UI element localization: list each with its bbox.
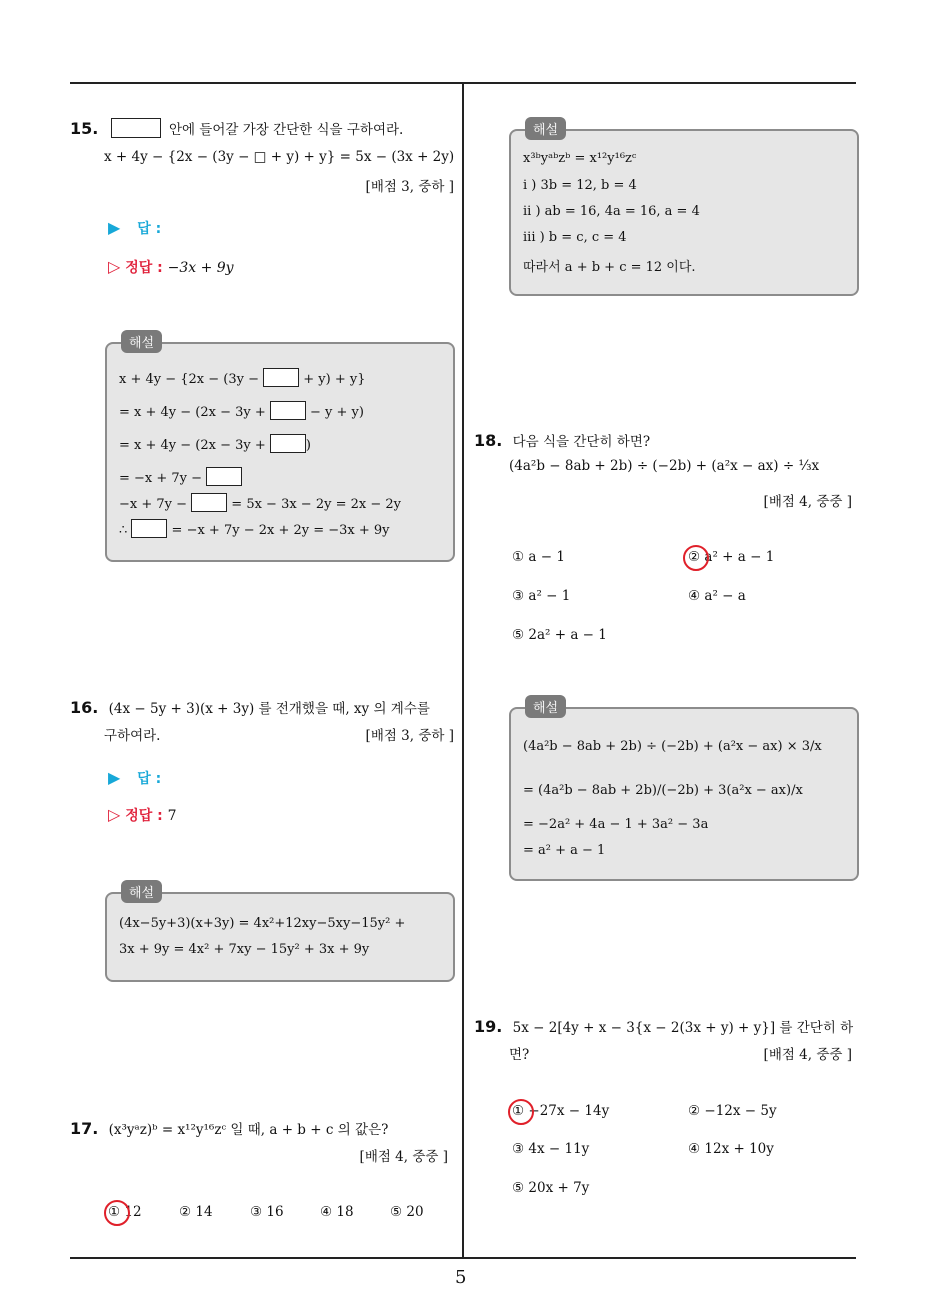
choice-1[interactable]: ① 12 xyxy=(108,1204,142,1220)
solution-line: ) xyxy=(305,438,311,453)
question-expression: (4a²b − 8ab + 2b) ÷ (−2b) + (a²x − ax) ÷ ⅓x xyxy=(509,458,820,474)
choice-5[interactable]: ⑤ 20x + 7y xyxy=(512,1180,590,1196)
solution-line: = −2a² + 4a − 1 + 3a² − 3a xyxy=(523,817,709,832)
question-expression: x + 4y − {2x − (3y − □ + y) + y} = 5x − (3x + 2y) xyxy=(104,149,455,165)
question-text: 구하여라. xyxy=(104,728,161,744)
answer-triangle-icon: ▶ xyxy=(108,218,121,237)
solution-line: (4x−5y+3)(x+3y) = 4x²+12xy−5xy−15y² + xyxy=(119,916,406,931)
solution-line: ∴ xyxy=(119,523,132,538)
question-number: 18. xyxy=(474,431,503,450)
solution-line: i ) 3b = 12, b = 4 xyxy=(523,178,637,193)
question-text: 5x − 2[4y + x − 3{x − 2(3x + y) + y}] 를 간단히 하 xyxy=(512,1020,854,1036)
solution-box-16 xyxy=(105,886,455,982)
choice-4[interactable]: ④ a² − a xyxy=(688,588,746,604)
question-number: 19. xyxy=(474,1017,503,1036)
blank-box xyxy=(206,467,242,486)
correct-value: 7 xyxy=(167,808,177,824)
solution-line: = (4a²b − 8ab + 2b)/(−2b) + 3(a²x − ax)/x xyxy=(523,783,803,798)
blank-box xyxy=(270,434,306,453)
answer-triangle-icon: ▶ xyxy=(108,768,121,787)
solution-tag: 해설 xyxy=(121,330,162,353)
score-label: [배점 3, 중하 ] xyxy=(365,179,454,195)
blank-box xyxy=(263,368,299,387)
correct-answer-row xyxy=(108,805,177,825)
correct-answer-row xyxy=(108,257,234,277)
score-label: [배점 3, 중하 ] xyxy=(365,728,454,744)
question-number: 16. xyxy=(70,698,99,717)
choice-1[interactable]: ① a − 1 xyxy=(512,549,565,565)
question-text: 면? xyxy=(509,1047,530,1063)
solution-tag: 해설 xyxy=(121,880,162,903)
score-label: [배점 4, 중중 ] xyxy=(763,1047,852,1063)
score-label: [배점 4, 중중 ] xyxy=(359,1149,448,1165)
blank-box xyxy=(131,519,167,538)
solution-box-17 xyxy=(509,123,859,296)
selected-answer-circle xyxy=(508,1099,534,1125)
correct-triangle-icon: ▷ xyxy=(108,257,121,276)
correct-label: 정답 : xyxy=(125,808,163,824)
solution-line: iii ) b = c, c = 4 xyxy=(523,230,627,245)
score-label: [배점 4, 중중 ] xyxy=(763,494,852,510)
solution-line: −x + 7y − xyxy=(119,497,192,512)
blank-box xyxy=(270,401,306,420)
solution-line: x³ᵇyᵃᵇzᵇ = x¹²y¹⁶zᶜ xyxy=(523,151,637,166)
choice-4[interactable]: ④ 18 xyxy=(320,1204,354,1220)
answer-box xyxy=(111,118,161,138)
selected-answer-circle xyxy=(683,545,709,571)
answer-row xyxy=(108,768,161,788)
question-number: 15. xyxy=(70,119,99,138)
solution-line: = −x + 7y − 2x + 2y = −3x + 9y xyxy=(167,523,390,538)
solution-line: = −x + 7y − xyxy=(119,471,207,486)
solution-line: = 5x − 3x − 2y = 2x − 2y xyxy=(227,497,401,512)
solution-line: ii ) ab = 16, 4a = 16, a = 4 xyxy=(523,204,700,219)
choice-4[interactable]: ④ 12x + 10y xyxy=(688,1141,774,1157)
correct-label: 정답 : xyxy=(125,260,163,276)
choice-2[interactable]: ② 14 xyxy=(179,1204,213,1220)
choice-5[interactable]: ⑤ 2a² + a − 1 xyxy=(512,627,607,643)
solution-line: − y + y) xyxy=(305,405,364,420)
page-number: 5 xyxy=(455,1267,467,1288)
selected-answer-circle xyxy=(104,1200,130,1226)
solution-tag: 해설 xyxy=(525,695,566,718)
choice-3[interactable]: ③ a² − 1 xyxy=(512,588,571,604)
solution-line: 따라서 a + b + c = 12 이다. xyxy=(523,260,696,275)
choice-1[interactable]: ① −27x − 14y xyxy=(512,1103,610,1119)
choice-3[interactable]: ③ 4x − 11y xyxy=(512,1141,590,1157)
question-number: 17. xyxy=(70,1119,99,1138)
solution-tag: 해설 xyxy=(525,117,566,140)
solution-line: x + 4y − {2x − (3y − xyxy=(119,372,264,387)
solution-box-18 xyxy=(509,701,859,881)
solution-line: = x + 4y − (2x − 3y + xyxy=(119,405,270,420)
blank-box xyxy=(191,493,227,512)
choice-3[interactable]: ③ 16 xyxy=(250,1204,284,1220)
correct-triangle-icon: ▷ xyxy=(108,805,121,824)
answer-label: 답 : xyxy=(137,221,162,237)
question-text: 다음 식을 간단히 하면? xyxy=(512,434,651,450)
choice-5[interactable]: ⑤ 20 xyxy=(390,1204,424,1220)
solution-line: = a² + a − 1 xyxy=(523,843,606,858)
solution-line: = x + 4y − (2x − 3y + xyxy=(119,438,270,453)
choice-2[interactable]: ② a² + a − 1 xyxy=(688,549,775,565)
question-text: (4x − 5y + 3)(x + 3y) 를 전개했을 때, xy 의 계수를 xyxy=(108,701,430,717)
solution-line: + y) + y} xyxy=(299,372,366,387)
solution-box-15 xyxy=(105,336,455,562)
column-divider xyxy=(462,82,464,1258)
correct-value: −3x + 9y xyxy=(167,260,234,276)
solution-line: (4a²b − 8ab + 2b) ÷ (−2b) + (a²x − ax) × 3/x xyxy=(523,739,822,754)
solution-line: 3x + 9y = 4x² + 7xy − 15y² + 3x + 9y xyxy=(119,942,370,957)
answer-label: 답 : xyxy=(137,771,162,787)
answer-row xyxy=(108,218,161,238)
choice-2[interactable]: ② −12x − 5y xyxy=(688,1103,777,1119)
question-text: (x³yᵃz)ᵇ = x¹²y¹⁶zᶜ 일 때, a + b + c 의 값은? xyxy=(108,1122,389,1138)
question-text: 안에 들어갈 가장 간단한 식을 구하여라. xyxy=(168,122,404,138)
